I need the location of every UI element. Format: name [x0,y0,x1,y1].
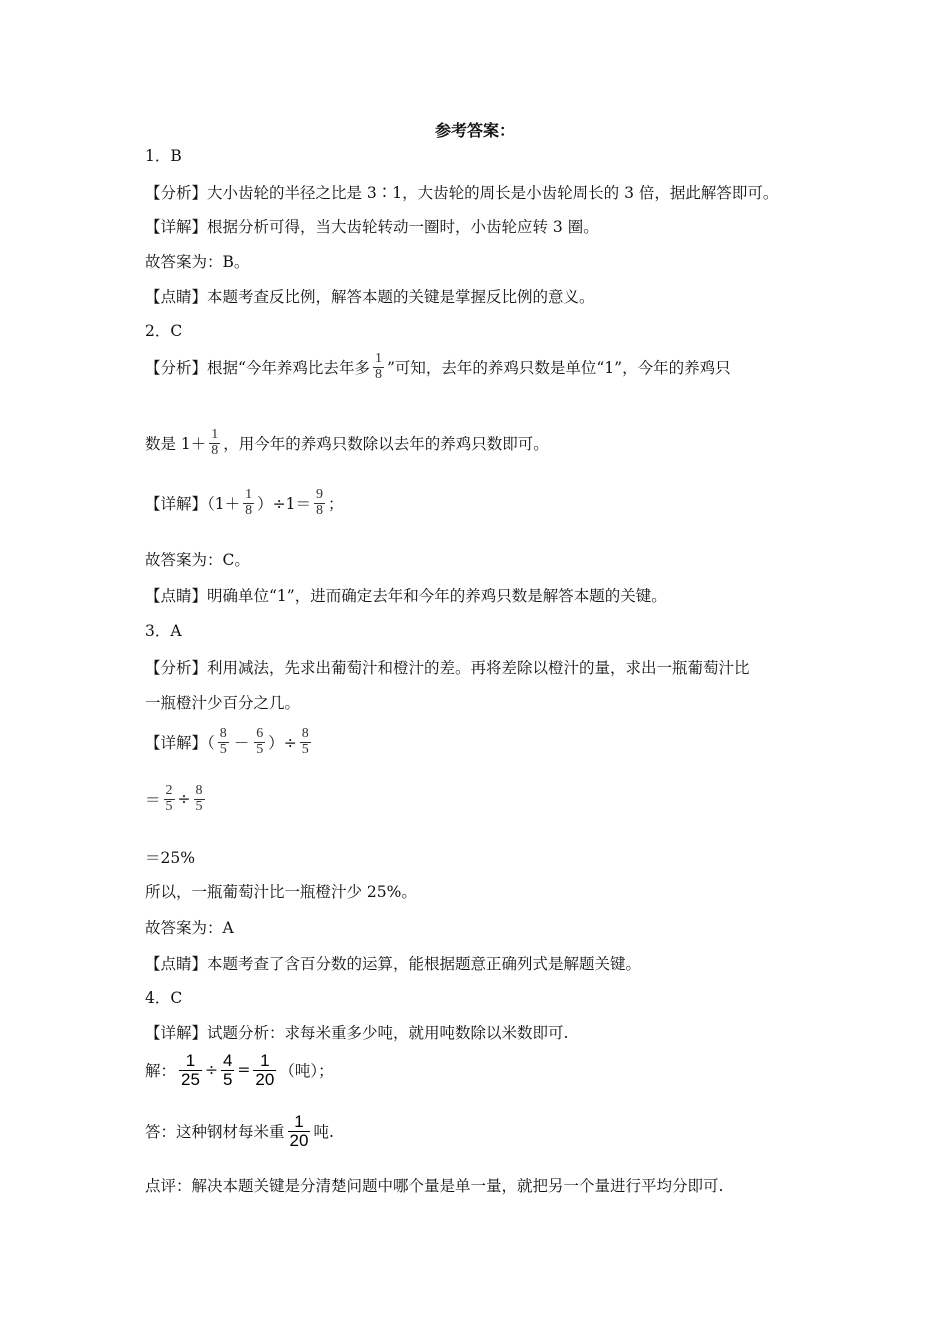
q3-detail [145,727,314,757]
fraction-one-twentieth: $\frac{1}{20}$ [255,1051,275,1089]
fraction-one-twentyfifth: $\frac{1}{25}$ [181,1051,200,1089]
q1-analysis: 【分析】大小齿轮的半径之比是 3∶1，大齿轮的周长是小齿轮周长的 3 倍，据此解答即可。 [145,184,779,202]
q3-detail-text-a: 【详解】（ [145,734,215,753]
q4-answer [145,1113,334,1150]
q4-answer-text-a: 答：这种钢材每米重 [145,1123,285,1142]
q2-analysis2-text-a: 数是 1＋ [145,435,207,454]
q3-comment: 【点睛】本题考查了含百分数的运算，能根据题意正确列式是解题关键。 [145,955,642,973]
fraction-two-fifths: $\frac{2}{5}$ [165,783,173,814]
fraction-one-twentieth: $\frac{1}{20}$ [289,1112,309,1150]
q4-answer-text-b: 吨. [313,1123,334,1142]
q3-analysis-line1: 【分析】利用减法，先求出葡萄汁和橙汁的差。再将差除以橙汁的量，求出一瓶葡萄汁比 [145,659,750,677]
q2-detail [145,488,344,518]
q4-solution-unit: （吨）； [279,1062,334,1081]
q4-detail: 【详解】试题分析：求每米重多少吨，就用吨数除以米数即可. [145,1024,569,1042]
fraction-four-fifths: $\frac{4}{5}$ [222,1051,233,1089]
q2-detail-text-c: ； [327,495,344,514]
q2-analysis-text-b: ”可知，去年的养鸡只数是单位“1”，今年的养鸡只 [386,359,731,378]
q1-detail: 【详解】根据分析可得，当大齿轮转动一圈时，小齿轮应转 3 圈。 [145,218,599,236]
q3-answer: 故答案为：A [145,919,234,937]
q2-analysis-line2 [145,428,549,458]
q3-detail-text-b: ）÷ [268,734,297,753]
q1-comment: 【点睛】本题考查反比例，解答本题的关键是掌握反比例的意义。 [145,288,595,306]
q4-review: 点评：解决本题关键是分清楚问题中哪个量是单一量，就把另一个量进行平均分即可. [145,1177,724,1195]
q2-head: 2．C [145,322,183,340]
q3-analysis-line2: 一瓶橙汁少百分之几。 [145,694,301,712]
fraction-one-eighth: $\frac{1}{8}$ [245,487,253,518]
page-title: 参考答案： [434,121,515,140]
equals-sign: = [237,1061,251,1080]
q3-conclusion: 所以，一瓶葡萄汁比一瓶橙汁少 25%。 [145,883,417,901]
fraction-nine-eighths: $\frac{9}{8}$ [315,487,323,518]
q2-detail-text-b: ）÷1＝ [257,495,311,514]
equals-sign: ＝ [145,791,161,810]
q4-solution [145,1052,334,1089]
q3-step2 [145,784,208,814]
fraction-eight-fifths: $\frac{8}{5}$ [301,726,309,757]
q2-detail-text-a: 【详解】（1＋ [145,495,241,514]
q3-head: 3．A [145,622,182,640]
q1-head: 1．B [145,147,182,165]
fraction-one-eighth: $\frac{1}{8}$ [374,351,382,382]
fraction-one-eighth: $\frac{1}{8}$ [211,427,219,458]
q1-answer: 故答案为：B。 [145,253,250,271]
q2-analysis2-text-b: ，用今年的养鸡只数除以去年的养鸡只数即可。 [223,435,549,454]
q2-analysis-line1 [145,352,731,382]
fraction-eight-fifths: $\frac{8}{5}$ [195,783,203,814]
divide-sign: ÷ [204,1061,218,1080]
divide-sign: ÷ [177,790,191,809]
q2-comment: 【点睛】明确单位“1”，进而确定去年和今年的养鸡只数是解答本题的关键。 [145,587,667,605]
fraction-six-fifths: $\frac{6}{5}$ [256,726,264,757]
minus-sign: － [233,734,250,753]
fraction-eight-fifths: $\frac{8}{5}$ [219,726,227,757]
q3-result: ＝25% [145,849,195,867]
q4-head: 4．C [145,989,183,1007]
q2-answer: 故答案为：C。 [145,551,250,569]
q4-solution-label: 解： [145,1062,177,1081]
q2-analysis-text-a: 【分析】根据“今年养鸡比去年多 [145,359,370,378]
